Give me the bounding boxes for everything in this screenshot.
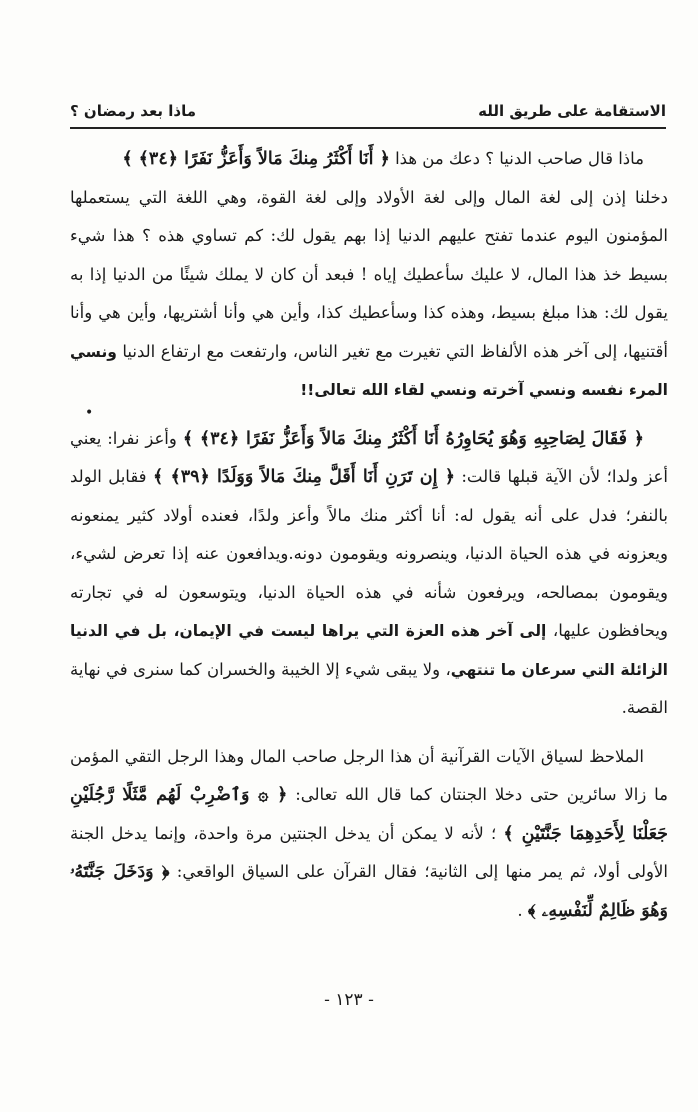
body-text-run: ماذا قال صاحب الدنيا ؟ دعك من هذا [389, 149, 644, 168]
emphasized-text: ونسي المرء نفسه ونسي آخرته ونسي لقاء الله تعالى!! [70, 342, 668, 399]
body-paragraph [70, 140, 668, 179]
body-text-run: دخلنا إذن إلى لغة المال وإلى لغة الأولاد وإلى لغة القوة، وهي اللغة التي يستعملها المؤمنون اليوم عندما تفتح عليهم الدنيا إذا بهم يقول لك: كم تساوي هذه ؟ هذا شيء بسيط خذ هذا المال، لا عليك سأعطيك إياه ! فبعد أن كان لا يملك شيئًا من الدنيا إذا به يقول لك: هذا مبلغ بسيط، وهذه كذا وسأعطيك كذا، وأين هي وأنا أشتريها، وأين هي وأنا أقتنيها، إلى آخر هذه الألفاظ التي تغيرت مع تغير الناس، وارتفعت مع ارتفاع الدنيا [70, 187, 668, 361]
body-paragraph [70, 420, 668, 728]
page-number: - ١٢٣ - [324, 990, 374, 1010]
quran-verse: ﴿ أَنَا أَكْثَرُ مِنكَ مَالاً وَأَعَزُّ نَفَرًا ﴿٣٤﴾ ﴾ [122, 149, 390, 169]
header-chapter-title: ماذا بعد رمضان ؟ [70, 102, 197, 120]
stray-dot-mark: • [85, 405, 94, 421]
header-book-title: الاستقامة على طريق الله [478, 102, 666, 120]
body-text-run: . [517, 900, 528, 920]
body-text-run: ؛ لأنه لا يمكن أن يدخل الجنتين مرة واحدة، وإنما يدخل الجنة الأولى أولا، ثم يمر منها إلى الثانية؛ فقال القرآن على السياق الواقعي: [70, 823, 668, 881]
page-body-text [70, 140, 668, 930]
body-paragraph [70, 179, 668, 410]
running-header [70, 86, 666, 120]
body-text-run: وأعز نفرا: يعني أعز ولدا؛ لأن الآية قبلها قالت: [70, 428, 668, 486]
body-paragraph [70, 738, 668, 931]
body-text-run: الملاحظ لسياق الآيات القرآنية أن هذا الرجل صاحب المال وهذا الرجل التقي المؤمن ما زالا سائرين حتى دخلا الجنتان كما قال الله تعالى: [70, 746, 668, 804]
quran-verse: ﴿ إِن تَرَنِ أَنَا أَقَلَّ مِنكَ مَالاً وَوَلَدًا ﴿٣٩﴾ ﴾ [152, 467, 455, 487]
quran-verse: ﴿ وَدَخَلَ جَنَّتَهُۥ وَهُوَ ظَالِمٌ لِّنَفْسِهِۦ ﴾ [70, 862, 668, 921]
header-divider [70, 127, 666, 129]
body-text-run: ، ولا يبقى شيء إلا الخيبة والخسران كما سنرى في نهاية القصة. [70, 659, 668, 717]
quran-verse: ﴿ ۞ وَٱضْرِبْ لَهُم مَّثَلًا رَّجُلَيْنِ جَعَلْنَا لِأَحَدِهِمَا جَنَّتَيْنِ ﴾ [70, 785, 669, 844]
quran-verse: ﴿ فَقَالَ لِصَاحِبِهِ وَهُوَ يُحَاوِرُهُ أَنَا أَكْثَرُ مِنكَ مَالاً وَأَعَزُّ نَفَرًا ﴿٣٤﴾ ﴾ [182, 428, 644, 449]
body-text-run: فقابل الولد بالنفر؛ فدل على أنه يقول له: أنا أكثر منك مالاً وأعز ولدًا، فعنده أولاد كثير يمنعونه ويعزونه في هذه الحياة الدنيا، وينصرونه ويقومون دونه.ويدافعون عنه إذا تعرض لشيء، ويقومون بمصالحه، ويرفعون شأنه في هذه الحياة الدنيا، ويتوسعون له في تجارته ويحافظون عليها، [70, 467, 668, 640]
emphasized-text: إلى آخر هذه العزة التي يراها ليست في الإيمان، بل في الدنيا الزائلة التي سرعان ما تنتهي [70, 622, 668, 679]
